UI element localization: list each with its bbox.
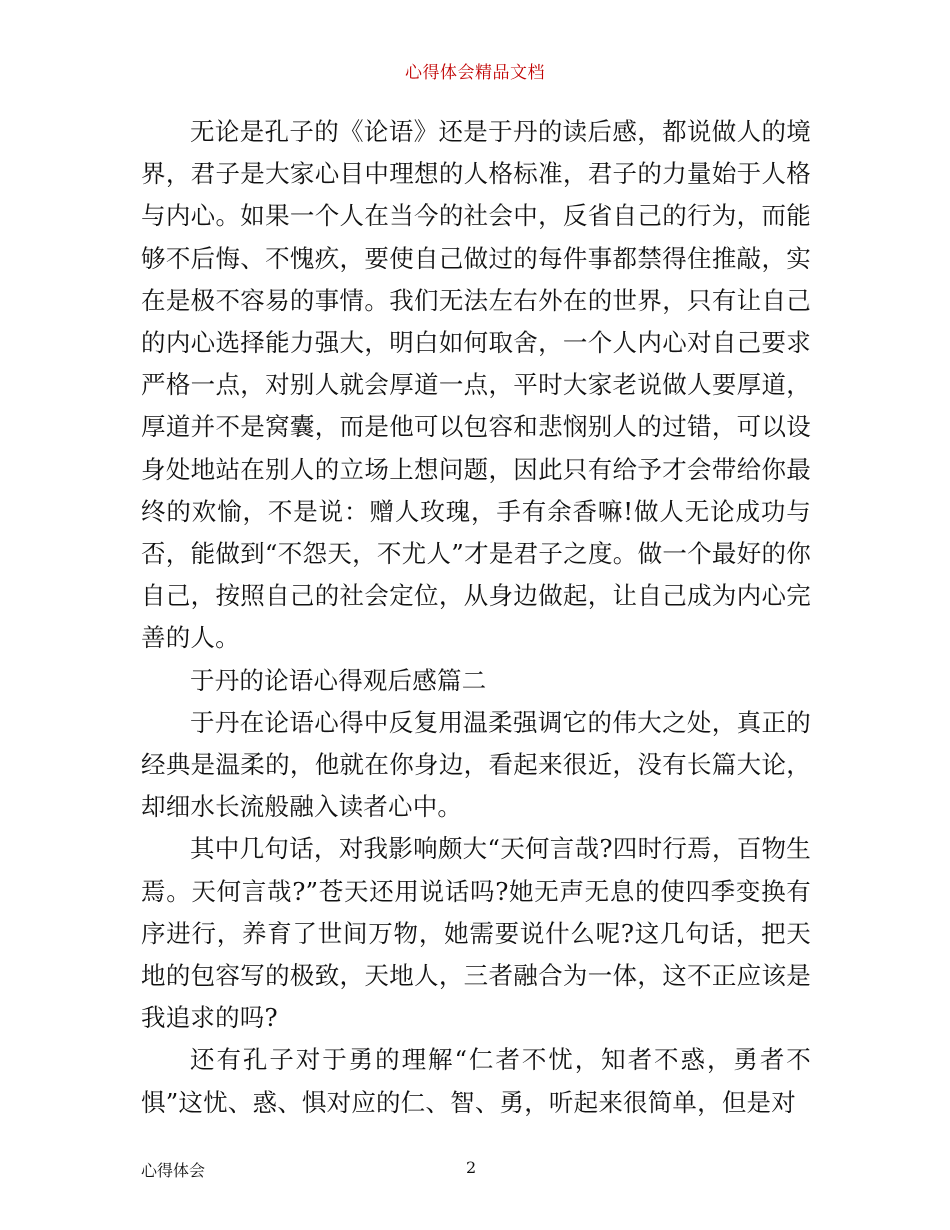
paragraph-4: 还有孔子对于勇的理解“仁者不忧，知者不惑，勇者不惧”这忧、惑、惧对应的仁、智、勇，听起来很简单，但是对	[141, 1045, 811, 1117]
paragraph-2: 于丹在论语心得中反复用温柔强调它的伟大之处，真正的经典是温柔的，他就在你身边，看起来很近，没有长篇大论，却细水长流般融入读者心中。	[141, 707, 811, 822]
paragraph-3: 其中几句话，对我影响颇大“天何言哉?四时行焉，百物生焉。天何言哉?”苍天还用说话吗?她无声无息的使四季变换有序进行，养育了世间万物，她需要说什么呢?这几句话，把天地的包容写的极致，天地人，三者融合为一体，这不正应该是我追求的吗?	[141, 834, 811, 1033]
section-heading: 于丹的论语心得观后感篇二	[190, 665, 487, 695]
footer-label: 心得体会	[141, 1161, 206, 1180]
header-title: 心得体会精品文档	[405, 63, 545, 83]
page-number: 2	[466, 1158, 477, 1177]
document-body	[141, 111, 811, 1124]
paragraph-1: 无论是孔子的《论语》还是于丹的读后感，都说做人的境界，君子是大家心目中理想的人格标准，君子的力量始于人格与内心。如果一个人在当今的社会中，反省自己的行为，而能够不后悔、不愧疚，要使自己做过的每件事都禁得住推敲，实在是极不容易的事情。我们无法左右外在的世界，只有让自己的内心选择能力强大，明白如何取舍，一个人内心对自己要求严格一点，对别人就会厚道一点，平时大家老说做人要厚道，厚道并不是窝囊，而是他可以包容和悲悯别人的过错，可以设身处地站在别人的立场上想问题，因此只有给予才会带给你最终的欢愉，不是说：赠人玫瑰，手有余香嘛!做人无论成功与否，能做到“不怨天，不尤人”才是君子之度。做一个最好的你自己，按照自己的社会定位，从身边做起，让自己成为内心完善的人。	[141, 117, 811, 653]
